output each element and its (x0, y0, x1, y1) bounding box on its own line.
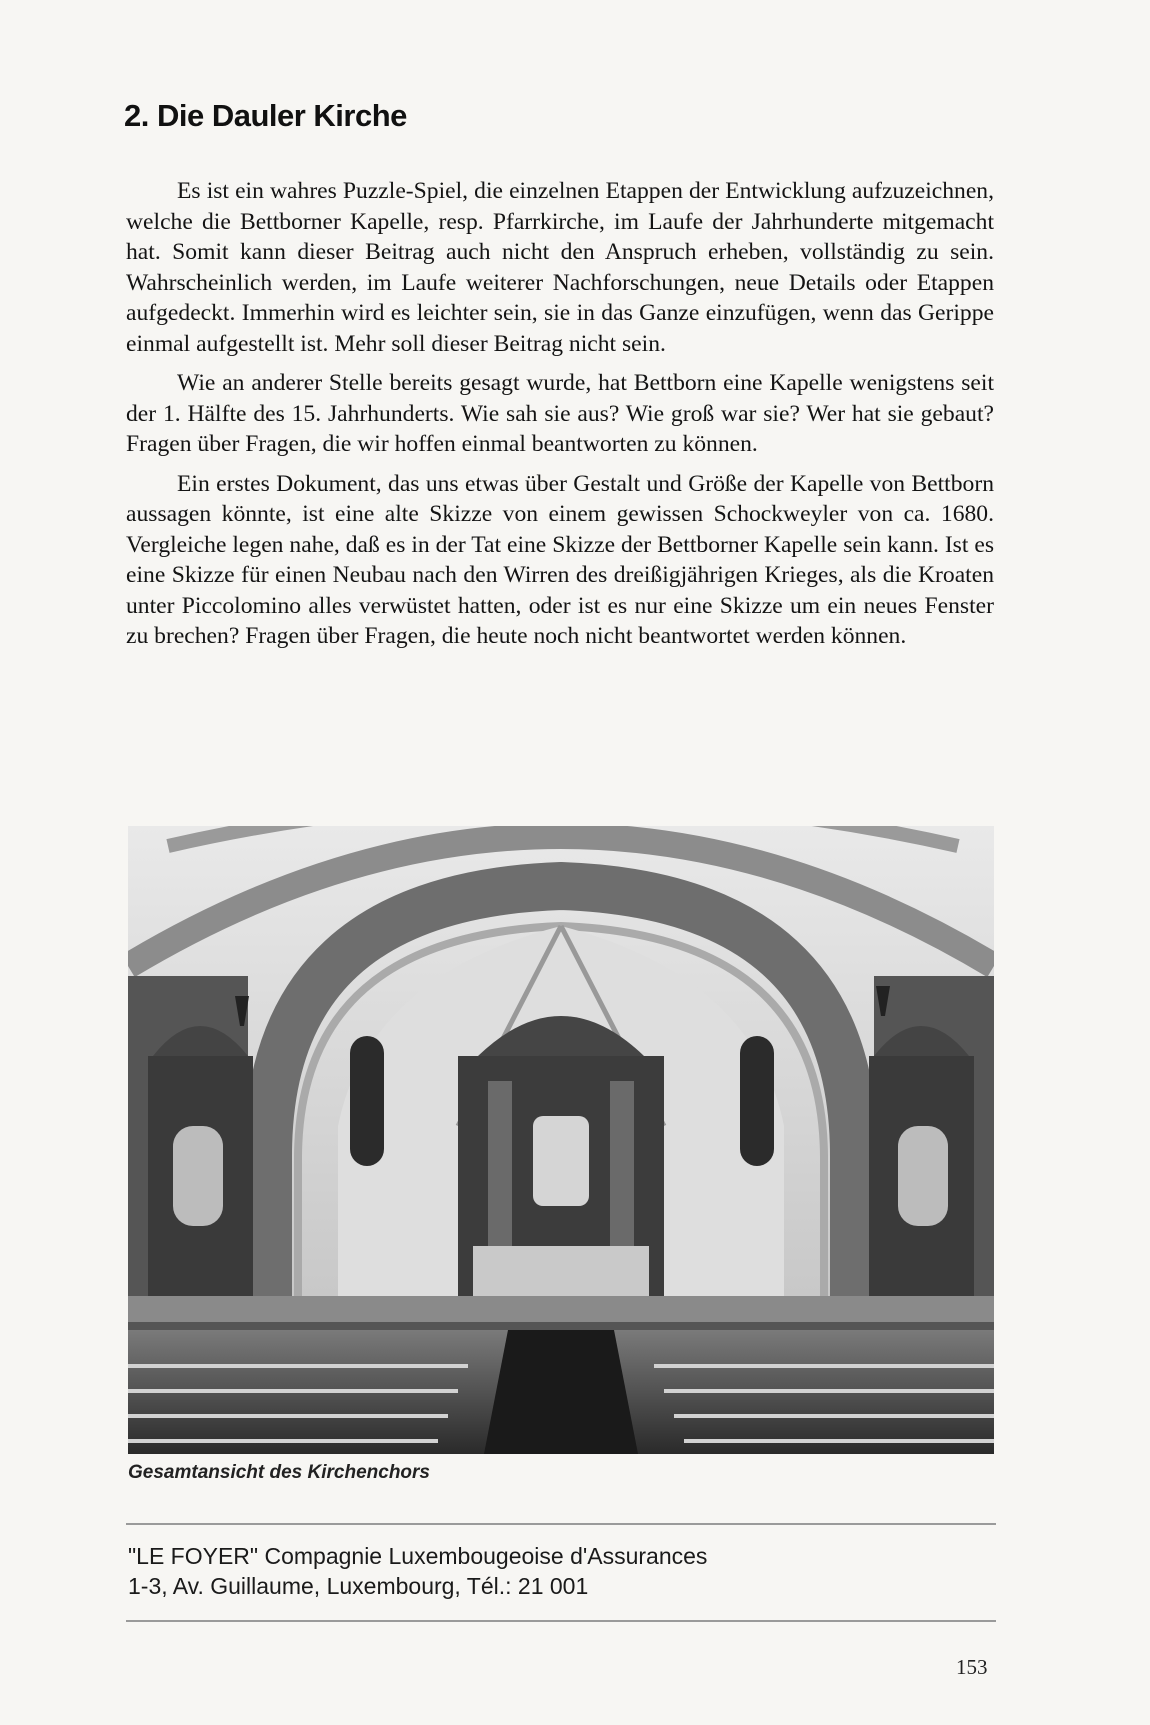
paragraph: Es ist ein wahres Puzzle-Spiel, die einzelnen Etappen der Entwicklung aufzuzeichnen, welche die Bettborner Kapelle, resp. Pfarrkirche, im Laufe der Jahrhunderte mitgemacht hat. Somit kann dieser Beitrag auch nicht den Anspruch erheben, vollständig zu sein. Wahrscheinlich werden, im Laufe weiterer Nachforschungen, neue Details oder Etappen aufgedeckt. Immerhin wird es leichter sein, sie in das Ganze einzufügen, wenn das Gerippe einmal aufgestellt ist. Mehr soll dieser Beitrag nicht sein. (126, 178, 994, 357)
church-interior-illustration (128, 826, 994, 1454)
advertisement-line: "LE FOYER" Compagnie Luxembougeoise d'Assurances (128, 1543, 708, 1569)
advertisement (128, 1541, 707, 1601)
page-number: 153 (956, 1655, 988, 1679)
divider-line (126, 1523, 996, 1525)
section-heading: 2. Die Dauler Kirche (124, 98, 407, 133)
church-choir-photo (128, 826, 994, 1454)
body-text (126, 176, 994, 661)
photo-caption: Gesamtansicht des Kirchenchors (128, 1462, 430, 1483)
advertisement-line: 1-3, Av. Guillaume, Luxembourg, Tél.: 21 001 (128, 1573, 589, 1599)
divider-line (126, 1620, 996, 1622)
paragraph: Ein erstes Dokument, das uns etwas über Gestalt und Größe der Kapelle von Bettborn aussagen könnte, ist eine alte Skizze von einem gewissen Schockweyler von ca. 1680. Vergleiche legen nahe, daß es in der Tat eine Skizze der Bettborner Kapelle sein kann. Ist es eine Skizze für einen Neubau nach den Wirren des dreißigjährigen Krieges, als die Kroaten unter Piccolomino alles verwüstet hatten, oder ist es nur eine Skizze um ein neues Fenster zu brechen? Fragen über Fragen, die heute noch nicht beantwortet werden können. (126, 470, 994, 649)
paragraph: Wie an anderer Stelle bereits gesagt wurde, hat Bettborn eine Kapelle wenigstens seit der 1. Hälfte des 15. Jahrhunderts. Wie sah sie aus? Wie groß war sie? Wer hat sie gebaut? Fragen über Fragen, die wir hoffen einmal beantworten zu können. (126, 370, 994, 457)
